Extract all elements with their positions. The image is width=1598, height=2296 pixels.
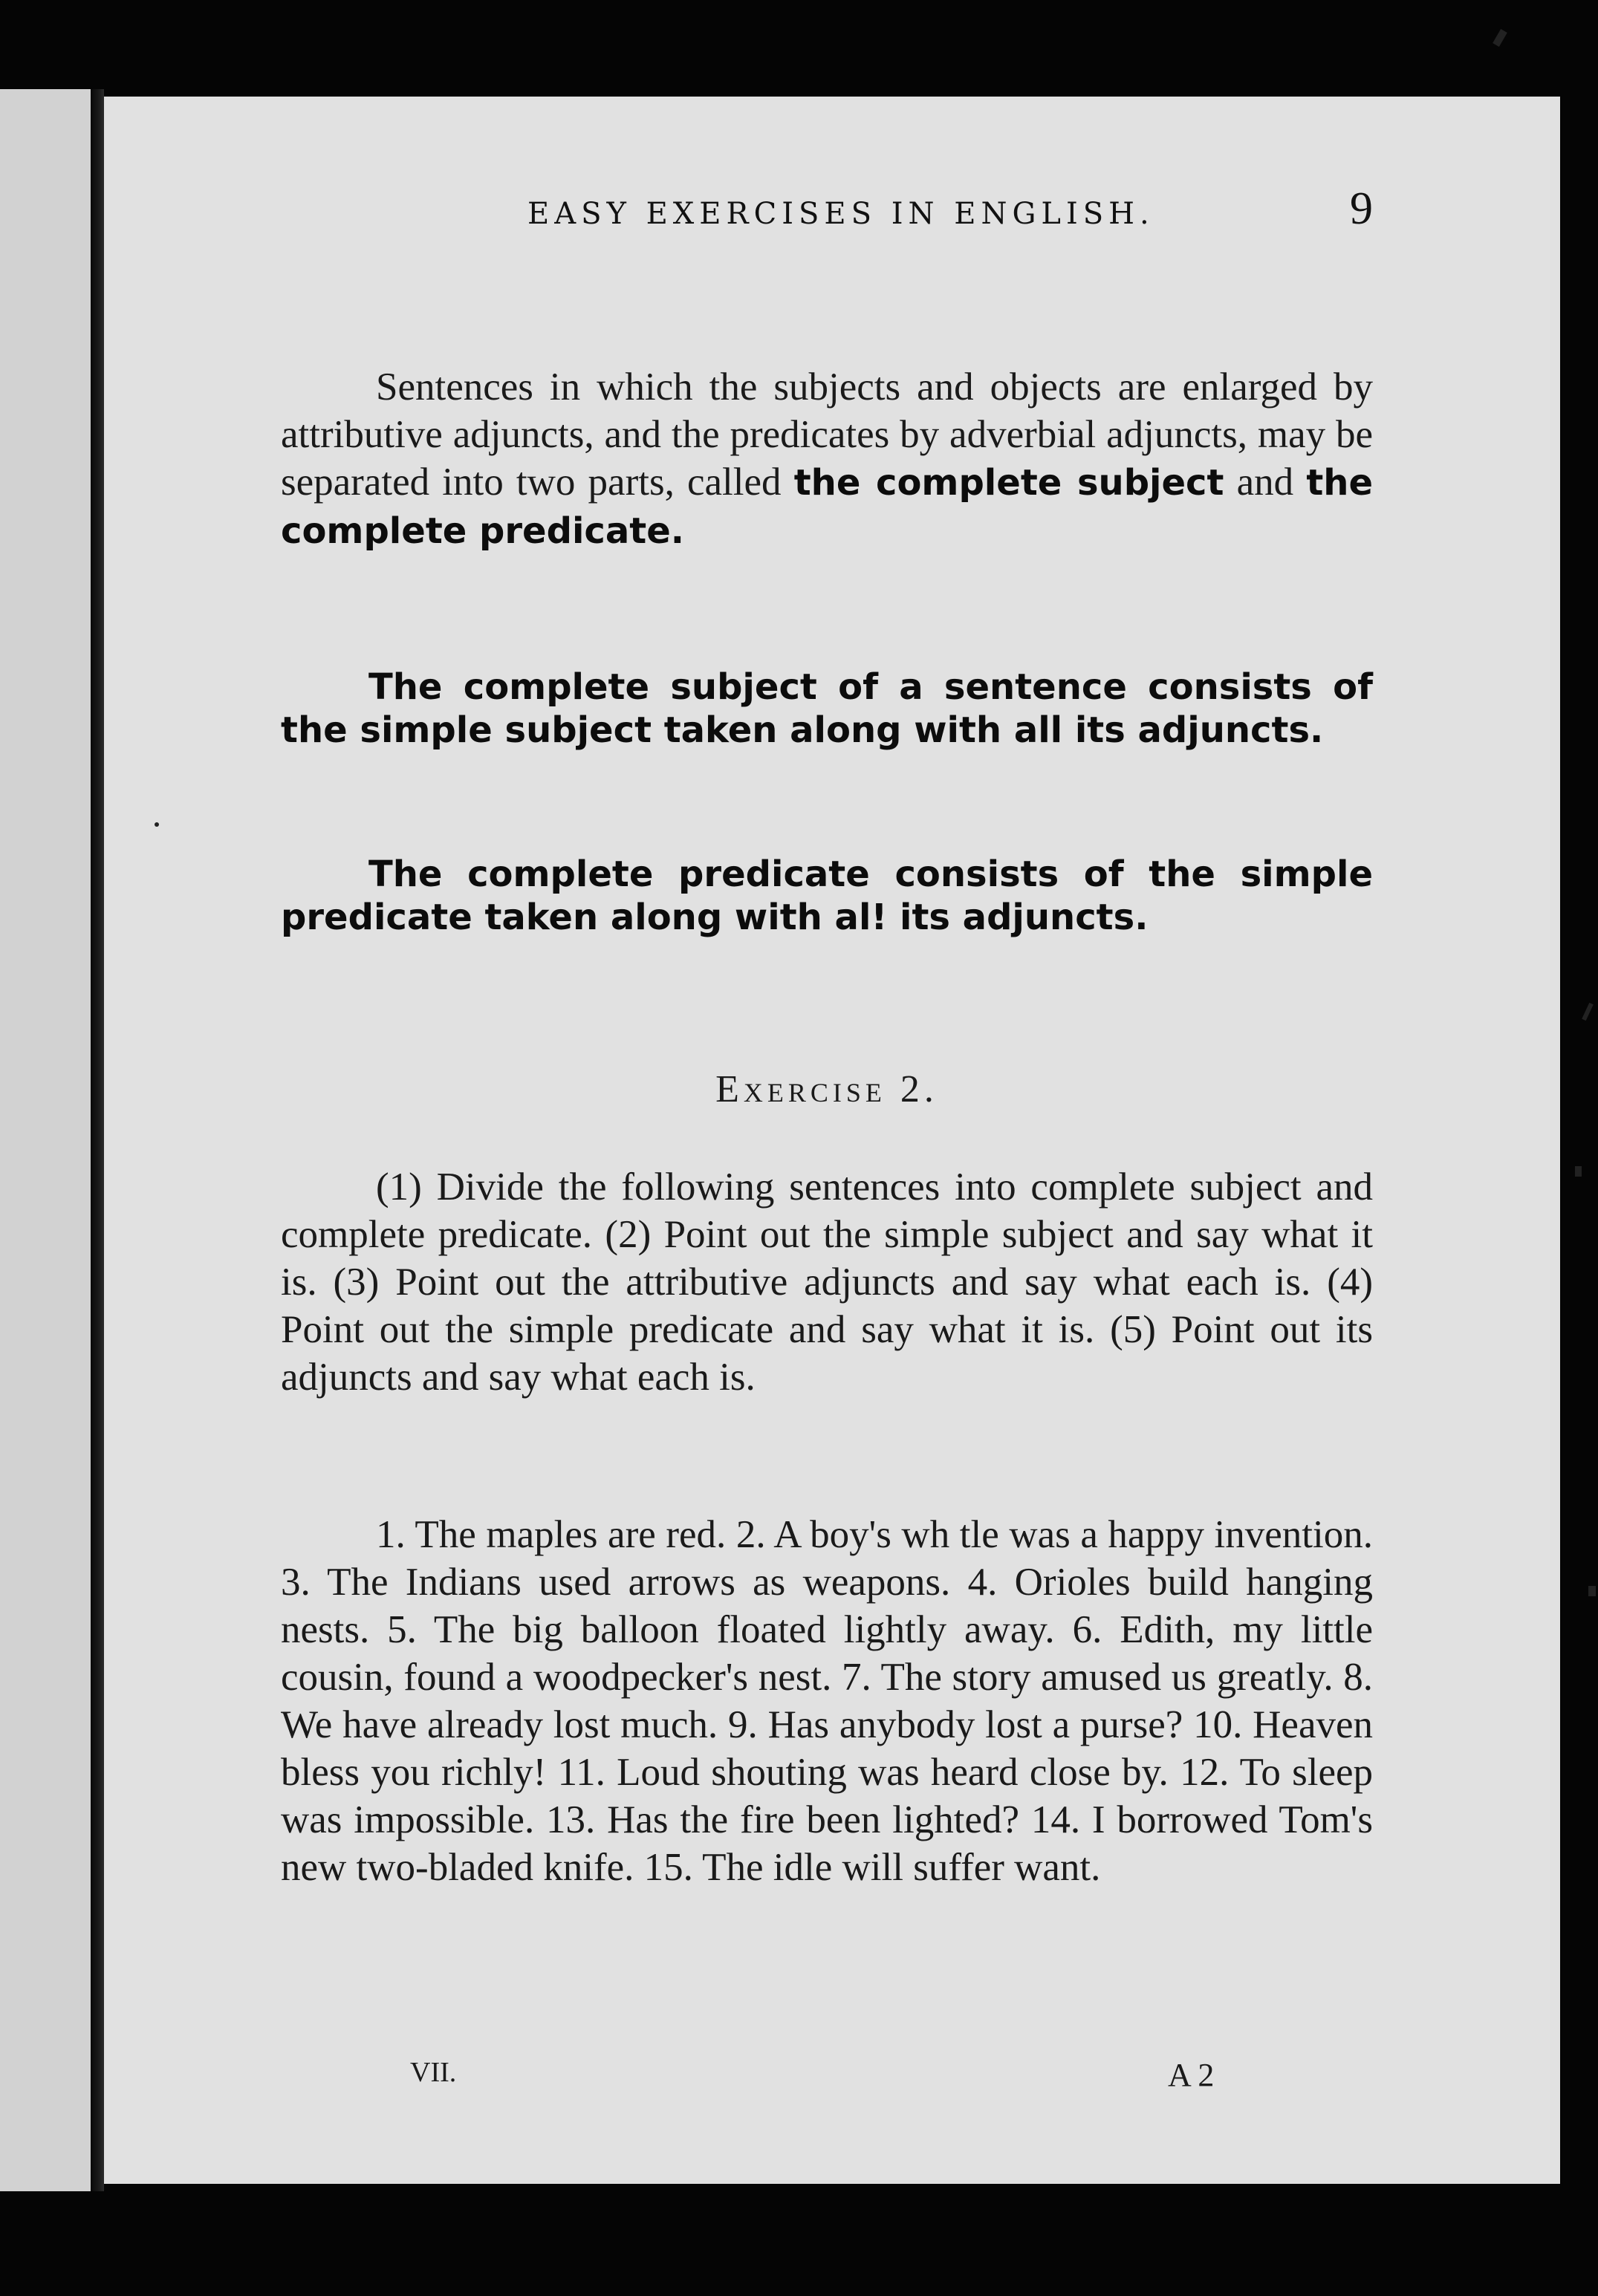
intro-connector: and <box>1236 461 1294 504</box>
signature-left: VII. <box>410 2057 457 2088</box>
exercise-instructions: (1) Divide the following sentences into complete subject and complete predicate. (2) Point out the simple subject and say what it is. (3) Point out the attributive adjuncts and say what each is. (4) Point out the simple predicate and say what it is. (5) Point out its adjuncts and say what each is. <box>281 1165 1373 1399</box>
intro-text: Sentences in which the subjects and objects are enlarged by attributive adjuncts, and the predicates by adverbial adjuncts, may be separated into two parts, called <box>281 365 1373 504</box>
speck-mark <box>155 822 159 827</box>
facing-page-edge <box>0 89 91 2191</box>
speck-mark <box>1493 29 1507 47</box>
exercise-heading: Exercise 2. <box>715 1068 938 1110</box>
exercise-sentences: 1. The maples are red. 2. A boy's wh tle was a happy invention. 3. The Indians used arrows as weapons. 4. Orioles build hanging nests. 5. The big balloon floated lightly away. 6. Edith, my little cousin, found a woodpecker's nest. 7. The story amused us greatly. 8. We have already lost much. 9. Has anybody lost a purse? 10. Heaven bless you richly! 11. Loud shouting was heard close by. 12. To sleep was impossible. 13. Has the fire been lighted? 14. I borrowed Tom's new two-bladed knife. 15. The idle will suffer want. <box>281 1513 1373 1889</box>
book-gutter <box>91 89 104 2191</box>
speck-mark <box>1575 1166 1582 1177</box>
page-header <box>177 183 1373 235</box>
intro-paragraph <box>281 363 1373 555</box>
running-title: EASY EXERCISES IN ENGLISH. <box>527 197 1154 231</box>
speck-mark <box>1582 1003 1594 1021</box>
rule-complete-predicate: The complete predicate consists of the simple predicate taken along with al! its adjuncts. <box>281 853 1373 938</box>
signature-right: A 2 <box>1168 2057 1215 2093</box>
page-number: 9 <box>1350 183 1373 234</box>
term-complete-predicate: the complete predicate. <box>281 462 1374 552</box>
rule-complete-subject: The complete subject of a sentence consists of the simple subject taken along with all its adjuncts. <box>281 666 1373 751</box>
term-complete-subject: the complete subject <box>793 462 1224 504</box>
speck-mark <box>1588 1586 1596 1596</box>
